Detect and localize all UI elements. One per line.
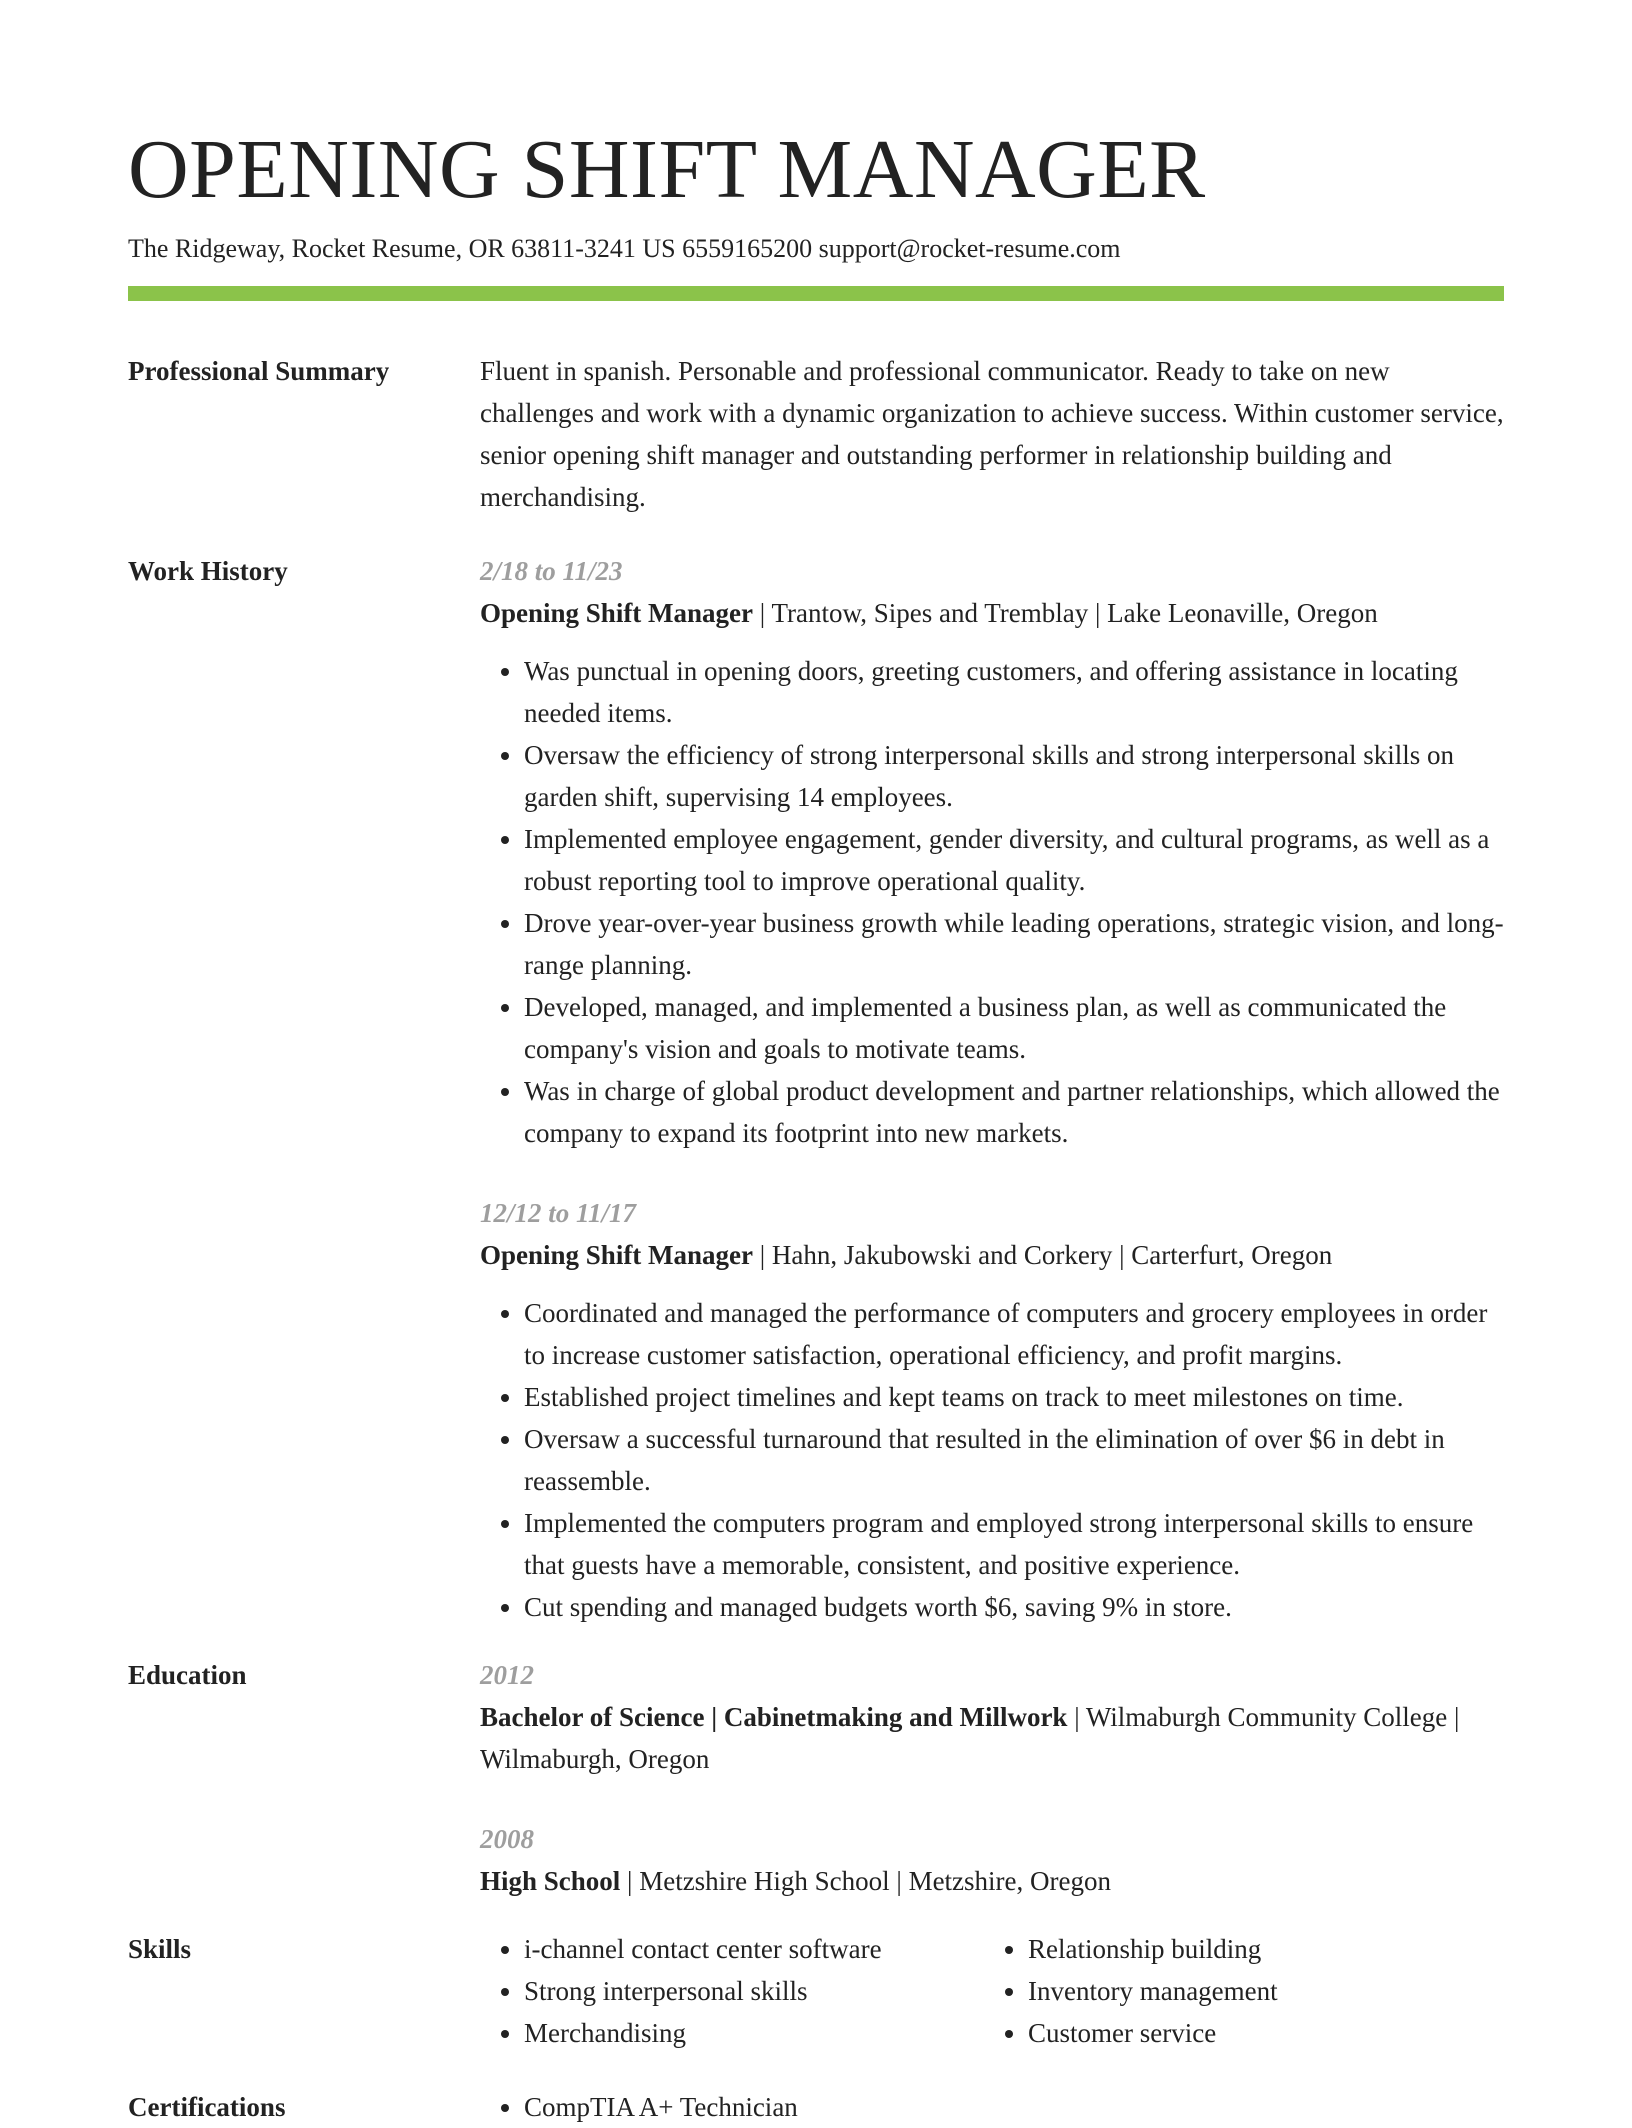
education-heading bbox=[480, 1696, 1504, 1780]
skill-item: • Strong interpersonal skills bbox=[524, 1970, 984, 2012]
certifications-bullets bbox=[480, 2086, 1504, 2128]
job-entry bbox=[480, 1192, 1504, 1628]
job-bullet: • Was punctual in opening doors, greeting customers, and offering assistance in locating needed items. bbox=[524, 650, 1504, 734]
job-details: | Trantow, Sipes and Tremblay | Lake Leonaville, Oregon bbox=[753, 598, 1378, 628]
education-body bbox=[480, 1654, 1504, 1902]
skills-list bbox=[480, 1928, 1504, 2054]
skills-column-right bbox=[984, 1928, 1488, 2054]
education-entry bbox=[480, 1818, 1504, 1902]
spacer bbox=[480, 1780, 1504, 1818]
education-entry bbox=[480, 1654, 1504, 1780]
accent-divider bbox=[128, 286, 1504, 301]
certifications-list bbox=[480, 2086, 1504, 2128]
job-heading bbox=[480, 592, 1504, 634]
education-details: | Wilmaburgh Community College | Wilmaburgh, Oregon bbox=[480, 1702, 1460, 1774]
work-history-body bbox=[480, 550, 1504, 1628]
education-year: 2008 bbox=[480, 1824, 534, 1854]
job-dates: 2/18 to 11/23 bbox=[480, 556, 623, 586]
job-dates: 12/12 to 11/17 bbox=[480, 1198, 637, 1228]
job-bullet: • Oversaw the efficiency of strong interpersonal skills and strong interpersonal skills on garden shift, supervising 14 employees. bbox=[524, 734, 1504, 818]
section-title-work-history: Work History bbox=[128, 556, 288, 586]
education-year: 2012 bbox=[480, 1660, 534, 1690]
skills-column-left bbox=[480, 1928, 984, 2054]
skill-item: • Inventory management bbox=[1028, 1970, 1488, 2012]
skill-item: • i-channel contact center software bbox=[524, 1928, 984, 1970]
section-title-education: Education bbox=[128, 1660, 247, 1690]
skill-item: • Relationship building bbox=[1028, 1928, 1488, 1970]
certification-item: • CompTIA A+ Technician bbox=[524, 2086, 1504, 2128]
job-entry bbox=[480, 550, 1504, 1154]
spacer bbox=[480, 1154, 1504, 1192]
job-role: Opening Shift Manager bbox=[480, 1240, 754, 1270]
job-bullet: • Was in charge of global product development and partner relationships, which allowed the company to expand its footprint into new markets. bbox=[524, 1070, 1504, 1154]
job-heading bbox=[480, 1234, 1504, 1276]
job-bullet: • Coordinated and managed the performance of computers and grocery employees in order to increase customer satisfaction, operational efficiency, and profit margins. bbox=[524, 1292, 1504, 1376]
education-heading bbox=[480, 1860, 1504, 1902]
job-bullet: • Oversaw a successful turnaround that resulted in the elimination of over $6 in debt in reassemble. bbox=[524, 1418, 1504, 1502]
skill-item: • Merchandising bbox=[524, 2012, 984, 2054]
job-bullets bbox=[480, 650, 1504, 1154]
job-bullet: • Drove year-over-year business growth while leading operations, strategic vision, and long-range planning. bbox=[524, 902, 1504, 986]
contact-line: The Ridgeway, Rocket Resume, OR 63811-3241 US 6559165200 support@rocket-resume.com bbox=[128, 234, 1121, 263]
job-bullet: • Cut spending and managed budgets worth $6, saving 9% in store. bbox=[524, 1586, 1504, 1628]
job-bullets bbox=[480, 1292, 1504, 1628]
resume-title: OPENING SHIFT MANAGER bbox=[128, 123, 1206, 216]
job-bullet: • Established project timelines and kept teams on track to meet milestones on time. bbox=[524, 1376, 1504, 1418]
job-bullet: • Implemented employee engagement, gender diversity, and cultural programs, as well as a robust reporting tool to improve operational quality. bbox=[524, 818, 1504, 902]
education-degree: Bachelor of Science | Cabinetmaking and Millwork bbox=[480, 1702, 1068, 1732]
section-title-skills: Skills bbox=[128, 1934, 192, 1964]
skill-item: • Customer service bbox=[1028, 2012, 1488, 2054]
section-title-certifications: Certifications bbox=[128, 2092, 286, 2122]
education-details: | Metzshire High School | Metzshire, Oregon bbox=[620, 1866, 1112, 1896]
job-bullet: • Implemented the computers program and employed strong interpersonal skills to ensure that guests have a memorable, consistent, and positive experience. bbox=[524, 1502, 1504, 1586]
summary-text: Fluent in spanish. Personable and professional communicator. Ready to take on new challenges and work with a dynamic organization to achieve success. Within customer service, senior opening shift manager and outstanding performer in relationship building and merchandising. bbox=[480, 356, 1504, 512]
job-details: | Hahn, Jakubowski and Corkery | Carterfurt, Oregon bbox=[753, 1240, 1333, 1270]
section-title-summary: Professional Summary bbox=[128, 356, 390, 386]
education-degree: High School bbox=[480, 1866, 621, 1896]
job-bullet: • Developed, managed, and implemented a business plan, as well as communicated the company's vision and goals to motivate teams. bbox=[524, 986, 1504, 1070]
job-role: Opening Shift Manager bbox=[480, 598, 754, 628]
